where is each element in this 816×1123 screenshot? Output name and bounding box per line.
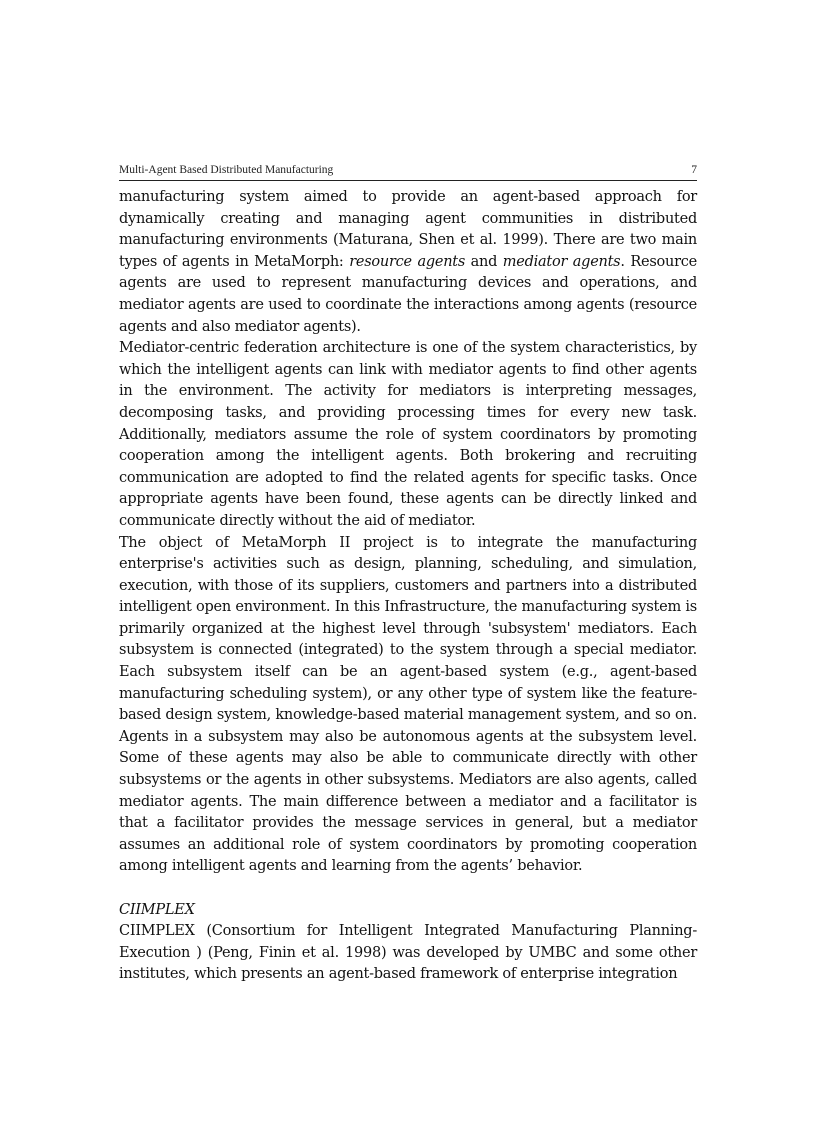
section-heading-ciimplex: CIIMPLEX: [119, 901, 195, 918]
page-number: 7: [691, 164, 697, 176]
paragraph-metamorph-ii: The object of MetaMorph II project is to integrate the manufacturing enterprise's activities such as design, planning, scheduling, and simulation, execution, with those of its suppliers, customers and partners into a distributed intelligent open environment. In this Infrastructure, the manufacturing system is primarily organized at the highest level through 'subsystem' mediators. Each subsystem is connected (integrated) to the system through a special mediator. Each subsystem itself can be an agent-based system (e.g., agent-based manufacturing scheduling system), or any other type of system like the feature-based design system, knowledge-based material management system, and so on. Agents in a subsystem may also be autonomous agents at the subsystem level. Some of these agents may also be able to communicate directly with other subsystems or the agents in other subsystems. Mediators are also agents, called mediator agents. The main difference between a mediator and a facilitator is that a facilitator provides the message services in general, but a mediator assumes an additional role of system coordinators by promoting cooperation among intelligent agents and learning from the agents’ behavior.: [119, 534, 697, 875]
header-rule: [119, 180, 697, 181]
running-header: [119, 156, 697, 176]
running-header-title: Multi-Agent Based Distributed Manufacturing: [119, 164, 334, 176]
body-text: [119, 187, 697, 986]
term-resource-agents: resource agents: [349, 253, 466, 270]
paragraph-ciimplex: CIIMPLEX (Consortium for Intelligent Integrated Manufacturing Planning-Execution ) (Peng, Finin et al. 1998) was developed by UMBC and some other institutes, which presents an agent-based framework of enterprise integration: [119, 923, 697, 983]
paragraph-mediator-architecture: Mediator-centric federation architecture is one of the system characteristics, by which the intelligent agents can link with mediator agents to find other agents in the environment. The activity for mediators is interpreting messages, decomposing tasks, and providing processing times for every new task. Additionally, mediators assume the role of system coordinators by promoting cooperation among the intelligent agents. Both brokering and recruiting communication are adopted to find the related agents for specific tasks. Once appropriate agents have been found, these agents can be directly linked and communicate directly without the aid of mediator.: [119, 340, 697, 529]
paragraph-gap: [119, 878, 697, 900]
paragraph-metamorph-intro: manufacturing system aimed to provide an agent-based approach for dynamically creating and managing agent communities in distributed manufacturing environments (Maturana, Shen et al. 1999). There are two main types of agents in MetaMorph: resource agents and mediator agents. Resource agents are used to represent manufacturing devices and operations, and mediator agents are used to coordinate the interactions among agents (resource agents and also mediator agents).: [119, 189, 697, 335]
term-mediator-agents: mediator agents: [502, 253, 621, 270]
